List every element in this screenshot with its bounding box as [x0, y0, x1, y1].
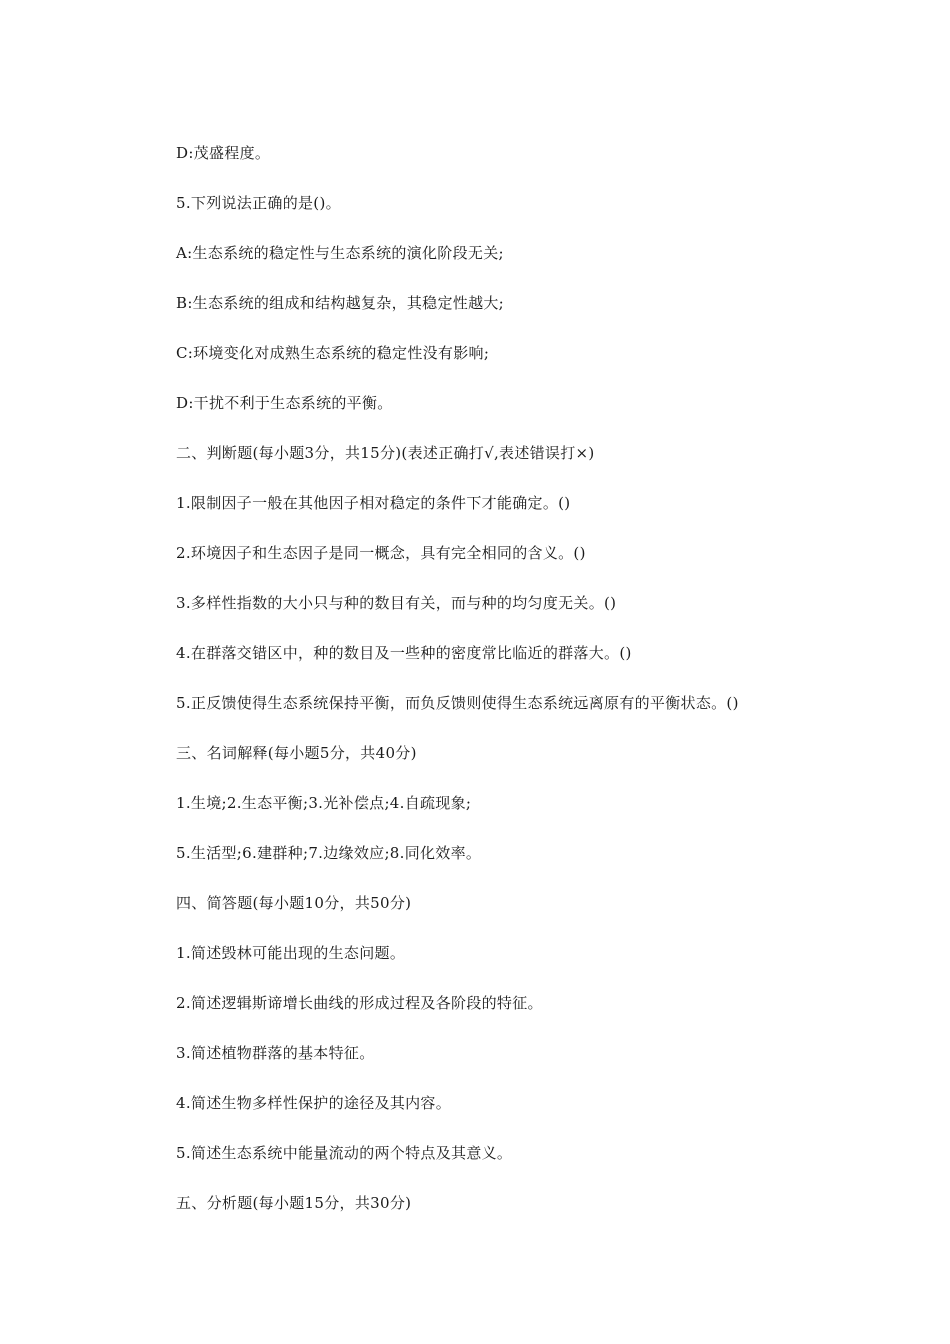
option-d-text: D:茂盛程度。 — [176, 144, 271, 162]
short-answer-item-5: 5.简述生态系统中能量流动的两个特点及其意义。 — [176, 1144, 513, 1162]
document-body — [176, 140, 876, 1240]
short-answer-item-1: 1.简述毁林可能出现的生态问题。 — [176, 944, 406, 962]
judgment-item-3: 3.多样性指数的大小只与种的数目有关，而与种的均匀度无关。() — [176, 594, 617, 612]
judgment-item-1: 1.限制因子一般在其他因子相对稳定的条件下才能确定。() — [176, 494, 571, 512]
judgment-item-4: 4.在群落交错区中，种的数目及一些种的密度常比临近的群落大。() — [176, 644, 632, 662]
option-c-text: C:环境变化对成熟生态系统的稳定性没有影响; — [176, 344, 490, 362]
section-5-heading: 五、分析题(每小题15分，共30分) — [176, 1194, 412, 1212]
terms-row-1: 1.生境;2.生态平衡;3.光补偿点;4.自疏现象; — [176, 794, 472, 812]
terms-row-2: 5.生活型;6.建群种;7.边缘效应;8.同化效率。 — [176, 844, 482, 862]
option-d-text: D:干扰不利于生态系统的平衡。 — [176, 394, 393, 412]
question-5-text: 5.下列说法正确的是()。 — [176, 194, 341, 212]
judgment-item-5: 5.正反馈使得生态系统保持平衡，而负反馈则使得生态系统远离原有的平衡状态。() — [176, 694, 739, 712]
option-b-text: B:生态系统的组成和结构越复杂，其稳定性越大; — [176, 294, 505, 312]
section-2-heading: 二、判断题(每小题3分，共15分)(表述正确打√,表述错误打×) — [176, 444, 595, 462]
judgment-item-2: 2.环境因子和生态因子是同一概念，具有完全相同的含义。() — [176, 544, 586, 562]
short-answer-item-2: 2.简述逻辑斯谛增长曲线的形成过程及各阶段的特征。 — [176, 994, 543, 1012]
option-a-text: A:生态系统的稳定性与生态系统的演化阶段无关; — [176, 244, 504, 262]
section-3-heading: 三、名词解释(每小题5分，共40分) — [176, 744, 417, 762]
short-answer-item-3: 3.简述植物群落的基本特征。 — [176, 1044, 375, 1062]
short-answer-item-4: 4.简述生物多样性保护的途径及其内容。 — [176, 1094, 452, 1112]
section-4-heading: 四、简答题(每小题10分，共50分) — [176, 894, 412, 912]
